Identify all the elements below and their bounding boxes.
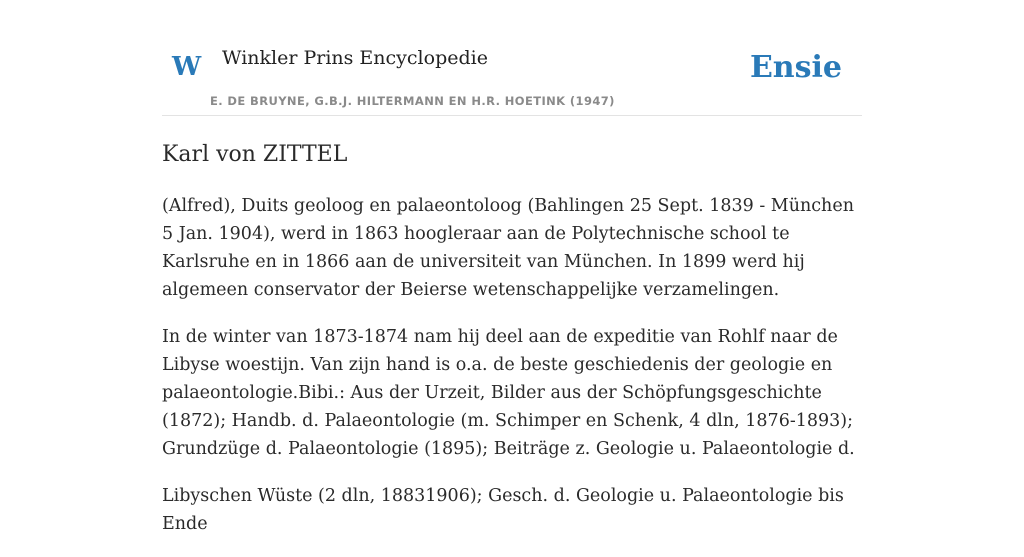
article-paragraph: In de winter van 1873-1874 nam hij deel aan de expeditie van Rohlf naar de Libyse woestijn. Van zijn hand is o.a. de beste geschiedenis der geologie en palaeontologie.Bibi.: Aus der Urzeit, Bilder aus der Schöpfungsgeschichte (1872); Handb. d. Palaeontologie (m. Schimper en Schenk, 4 dln, 1876-1893); Grundzüge d. Palaeontologie (1895); Beiträge z. Geologie u. Palaeontologie d. — [162, 327, 855, 459]
article-title: Karl von ZITTEL — [162, 142, 348, 167]
article-paragraph: (Alfred), Duits geoloog en palaeontoloog (Bahlingen 25 Sept. 1839 - München 5 Jan. 1904), werd in 1863 hoogleraar aan de Polytechnische school te Karlsruhe en in 1866 aan de universiteit van München. In 1899 werd hij algemeen conservator der Beierse wetenschappelijke verzamelingen. — [162, 196, 854, 300]
encyclopedia-title[interactable]: Winkler Prins Encyclopedie — [222, 47, 488, 69]
encyclopedia-authors: E. DE BRUYNE, G.B.J. HILTERMANN EN H.R. HOETINK (1947) — [210, 94, 615, 108]
ensie-brand-logo[interactable]: Ensie — [749, 50, 842, 85]
article-paragraph: Libyschen Wüste (2 dln, 18831906); Gesch. d. Geologie u. Palaeontologie bis Ende — [162, 486, 844, 534]
site-header — [162, 38, 862, 116]
encyclopedia-logo-icon[interactable]: W — [172, 52, 202, 82]
article — [162, 140, 862, 557]
